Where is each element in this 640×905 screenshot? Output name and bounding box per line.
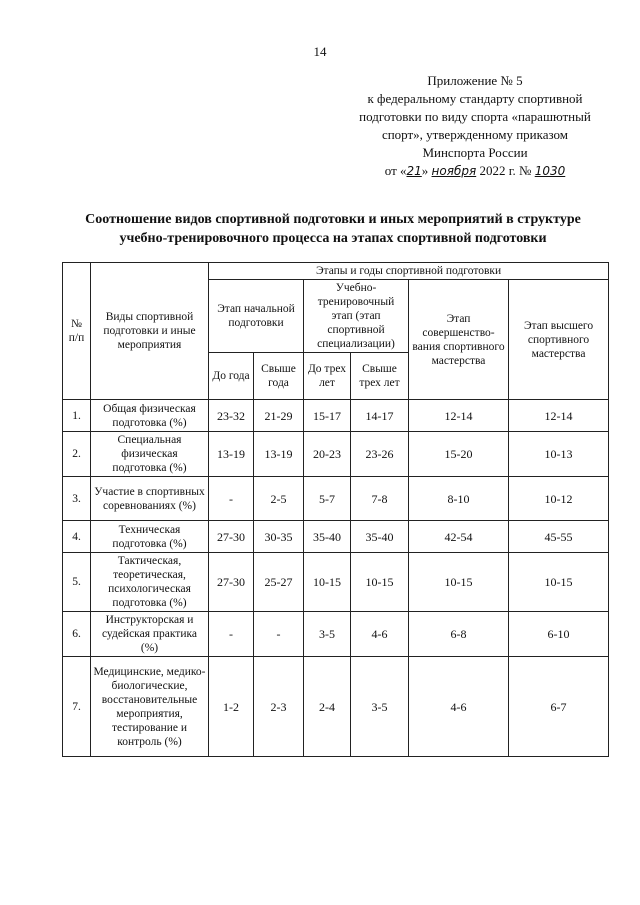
cell-value: 35-40: [351, 521, 409, 553]
row-number: 3.: [63, 477, 91, 521]
cell-value: 6-8: [409, 612, 509, 657]
cell-value: 4-6: [409, 657, 509, 757]
row-number: 5.: [63, 553, 91, 612]
table-row: [63, 521, 609, 553]
table-row: [63, 400, 609, 432]
cell-value: -: [209, 477, 254, 521]
cell-value: 23-26: [351, 432, 409, 477]
cell-value: 27-30: [209, 521, 254, 553]
header-over-three: Свыше трех лет: [351, 353, 409, 400]
date-year: 2022 г. №: [479, 163, 532, 178]
date-day-handwritten: 21: [406, 164, 422, 178]
title-line-2: учебно-тренировочного процесса на этапах спортивной подготовки: [119, 231, 547, 246]
table-row: [63, 657, 609, 757]
row-name: Общая физическая подготовка (%): [91, 400, 209, 432]
row-name: Тактическая, теоретическая, психологическая подготовка (%): [91, 553, 209, 612]
cell-value: 3-5: [304, 612, 351, 657]
table-row: [63, 432, 609, 477]
header-stage-training: Учебно-тренировочный этап (этап спортивной специализации): [304, 280, 409, 353]
cell-value: 15-17: [304, 400, 351, 432]
order-date-line: [330, 162, 620, 180]
cell-value: -: [209, 612, 254, 657]
cell-value: 6-10: [509, 612, 609, 657]
cell-value: 27-30: [209, 553, 254, 612]
cell-value: 45-55: [509, 521, 609, 553]
header-stage-higher: Этап высшего спортивного мастерства: [509, 280, 609, 400]
cell-value: 2-5: [254, 477, 304, 521]
row-name: Инструкторская и судейская практика (%): [91, 612, 209, 657]
appendix-line-2: к федеральному стандарту спортивной: [367, 91, 583, 106]
cell-value: 42-54: [409, 521, 509, 553]
cell-value: 14-17: [351, 400, 409, 432]
cell-value: 25-27: [254, 553, 304, 612]
appendix-line-1: Приложение № 5: [427, 73, 523, 88]
table-row: [63, 612, 609, 657]
header-up-to-year: До года: [209, 353, 254, 400]
cell-value: 12-14: [409, 400, 509, 432]
cell-value: 2-4: [304, 657, 351, 757]
cell-value: 15-20: [409, 432, 509, 477]
row-number: 1.: [63, 400, 91, 432]
row-number: 2.: [63, 432, 91, 477]
header-row-1: [63, 263, 609, 280]
cell-value: 10-15: [509, 553, 609, 612]
table-row: [63, 477, 609, 521]
appendix-line-4: спорт», утвержденному приказом: [381, 127, 569, 142]
cell-value: 6-7: [509, 657, 609, 757]
date-prefix: от «: [384, 163, 407, 178]
cell-value: 21-29: [254, 400, 304, 432]
cell-value: 10-13: [509, 432, 609, 477]
row-name: Участие в спортивных соревнованиях (%): [91, 477, 209, 521]
header-up-to-three: До трех лет: [304, 353, 351, 400]
page-number: 14: [313, 44, 327, 59]
table-row: [63, 553, 609, 612]
appendix-block: [330, 72, 620, 180]
header-kind: Виды спортивной подготовки и иные мероприятия: [91, 263, 209, 400]
appendix-line-3: подготовки по виду спорта «парашютный: [359, 109, 591, 124]
date-mid: »: [421, 163, 429, 178]
row-number: 6.: [63, 612, 91, 657]
cell-value: 35-40: [304, 521, 351, 553]
header-stage-initial: Этап начальной подготовки: [209, 280, 304, 353]
header-over-year: Свыше года: [254, 353, 304, 400]
cell-value: 10-15: [351, 553, 409, 612]
row-number: 4.: [63, 521, 91, 553]
cell-value: 12-14: [509, 400, 609, 432]
cell-value: 13-19: [209, 432, 254, 477]
cell-value: 7-8: [351, 477, 409, 521]
title-line-1: Соотношение видов спортивной подготовки и иных мероприятий в структуре: [85, 212, 581, 227]
cell-value: 3-5: [351, 657, 409, 757]
cell-value: 20-23: [304, 432, 351, 477]
cell-value: 1-2: [209, 657, 254, 757]
header-stages-years: Этапы и годы спортивной подготовки: [209, 263, 609, 280]
cell-value: 10-15: [409, 553, 509, 612]
cell-value: 5-7: [304, 477, 351, 521]
cell-value: 13-19: [254, 432, 304, 477]
row-name: Медицинские, медико-биологические, восстановительные мероприятия, тестирование и контроль (%): [91, 657, 209, 757]
cell-value: 8-10: [409, 477, 509, 521]
cell-value: -: [254, 612, 304, 657]
appendix-line-5: Минспорта России: [422, 145, 528, 160]
date-month-handwritten: ноября: [431, 164, 477, 178]
header-stage-improve: Этап совершенство-вания спортивного мастерства: [409, 280, 509, 400]
header-num: № п/п: [63, 263, 91, 400]
ratio-table: [62, 262, 609, 757]
cell-value: 30-35: [254, 521, 304, 553]
cell-value: 4-6: [351, 612, 409, 657]
cell-value: 10-15: [304, 553, 351, 612]
document-title: [58, 210, 608, 248]
cell-value: 2-3: [254, 657, 304, 757]
cell-value: 23-32: [209, 400, 254, 432]
cell-value: 10-12: [509, 477, 609, 521]
row-number: 7.: [63, 657, 91, 757]
row-name: Специальная физическая подготовка (%): [91, 432, 209, 477]
order-number-handwritten: 1030: [534, 164, 566, 178]
row-name: Техническая подготовка (%): [91, 521, 209, 553]
